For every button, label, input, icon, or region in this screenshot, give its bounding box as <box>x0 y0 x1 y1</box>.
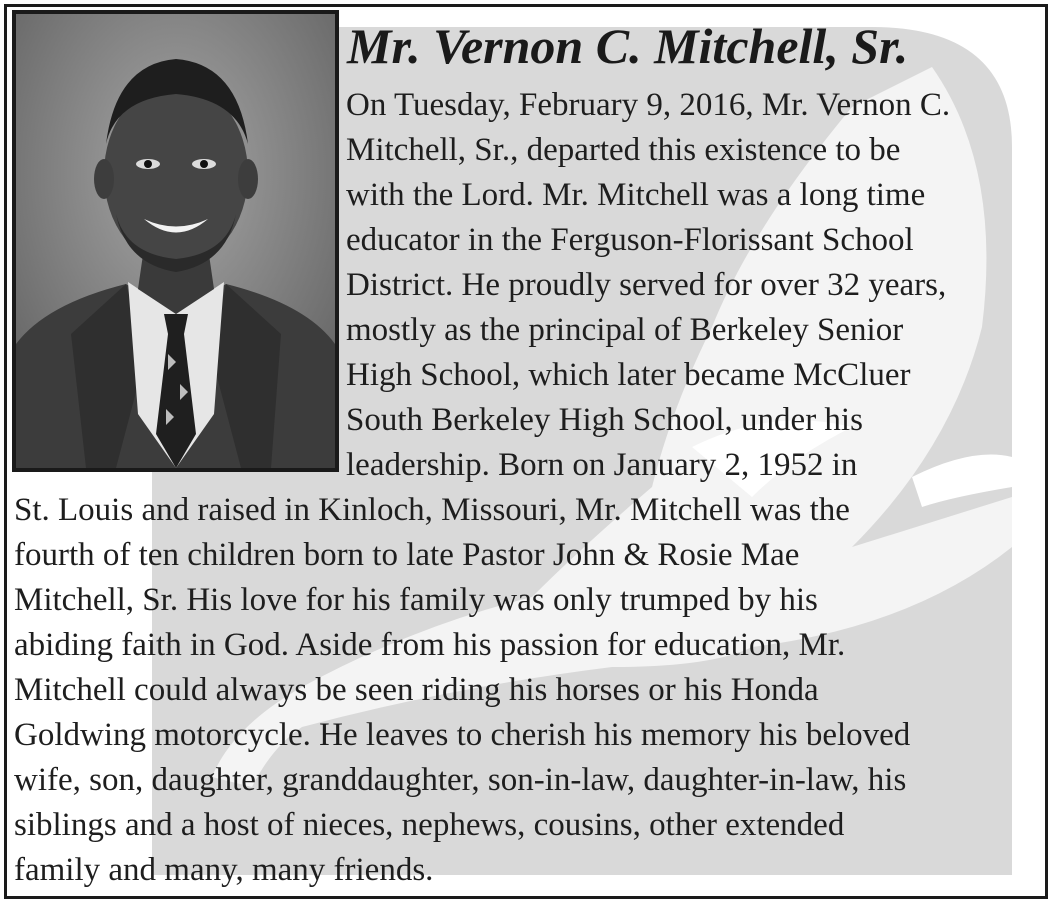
obituary-line: with the Lord. Mr. Mitchell was a long time <box>346 177 926 213</box>
obituary-line: mostly as the principal of Berkeley Senior <box>346 312 904 348</box>
obituary-line: leadership. Born on January 2, 1952 in <box>346 447 858 483</box>
obituary-title: Mr. Vernon C. Mitchell, Sr. <box>347 18 909 74</box>
obituary-line: abiding faith in God. Aside from his passion for education, Mr. <box>14 627 846 663</box>
obituary-line: Mitchell could always be seen riding his horses or his Honda <box>14 672 819 708</box>
obituary-line: St. Louis and raised in Kinloch, Missouri, Mr. Mitchell was the <box>14 492 850 528</box>
obituary-line: family and many, many friends. <box>14 852 434 888</box>
obituary-line: wife, son, daughter, granddaughter, son-in-law, daughter-in-law, his <box>14 762 907 798</box>
obituary-line: On Tuesday, February 9, 2016, Mr. Vernon C. <box>346 87 951 123</box>
obituary-line: South Berkeley High School, under his <box>346 402 863 438</box>
obituary-line: Mitchell, Sr. His love for his family was only trumped by his <box>14 582 818 618</box>
obituary-line: District. He proudly served for over 32 years, <box>346 267 947 303</box>
obituary-line: siblings and a host of nieces, nephews, cousins, other extended <box>14 807 845 843</box>
obituary-line: High School, which later became McCluer <box>346 357 911 393</box>
portrait-photo <box>12 10 339 472</box>
obituary-line: Goldwing motorcycle. He leaves to cherish his memory his beloved <box>14 717 911 753</box>
obituary-line: fourth of ten children born to late Pastor John & Rosie Mae <box>14 537 800 573</box>
obituary-line: educator in the Ferguson-Florissant School <box>346 222 914 258</box>
obituary-line: Mitchell, Sr., departed this existence to be <box>346 132 901 168</box>
obituary-card <box>4 4 1048 899</box>
